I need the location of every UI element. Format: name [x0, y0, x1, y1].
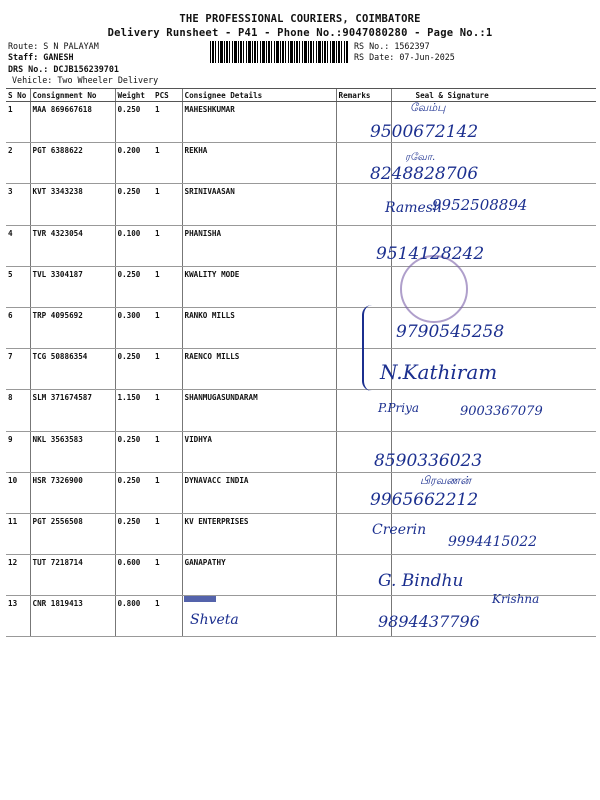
row-consignment: TRP 4095692 — [30, 307, 115, 348]
hw-r11-signature: Creerin — [372, 522, 427, 538]
row-weight: 0.250 — [115, 102, 153, 143]
hw-r8-phone: 9003367079 — [460, 404, 543, 419]
row-consignment: TVR 4323054 — [30, 225, 115, 266]
row-consignee: VIDHYA — [182, 431, 336, 472]
row-consignment: SLM 371674587 — [30, 390, 115, 431]
hw-r67-phone: 9790545258 — [396, 322, 505, 342]
row-sno: 2 — [6, 143, 30, 184]
hw-r1-phone: 9500672142 — [370, 122, 479, 142]
row-consignment: PGT 2556508 — [30, 513, 115, 554]
row-sno: 4 — [6, 225, 30, 266]
row-consignee: RANKO MILLS — [182, 307, 336, 348]
runsheet-table — [6, 88, 596, 637]
table-row — [6, 431, 596, 472]
row-sno: 13 — [6, 596, 30, 637]
row-weight: 0.250 — [115, 266, 153, 307]
row-consignee: KWALITY MODE — [182, 266, 336, 307]
row-sno: 1 — [6, 102, 30, 143]
rs-date: RS Date: 07-Jun-2025 — [354, 52, 455, 62]
hw-r9-phone: 8590336023 — [374, 451, 483, 471]
hw-r13-name1: Shveta — [190, 612, 239, 628]
row-sno: 11 — [6, 513, 30, 554]
row-sno: 9 — [6, 431, 30, 472]
vehicle-label: Vehicle: Two Wheeler Delivery — [12, 75, 159, 85]
row-pcs: 1 — [153, 225, 182, 266]
row-weight: 1.150 — [115, 390, 153, 431]
staff-label: Staff: GANESH — [8, 52, 74, 62]
row-sno: 6 — [6, 307, 30, 348]
hw-r11-phone: 9994415022 — [448, 534, 538, 550]
row-sno: 12 — [6, 555, 30, 596]
row-sno: 7 — [6, 349, 30, 390]
row-consignment: CNR 1819413 — [30, 596, 115, 637]
row-pcs: 1 — [153, 390, 182, 431]
bracket-mark — [362, 305, 376, 391]
row-consignment: NKL 3563583 — [30, 431, 115, 472]
row-consignee: SHANMUGASUNDARAM — [182, 390, 336, 431]
row-pcs: 1 — [153, 513, 182, 554]
runsheet-subtitle: Delivery Runsheet - P41 - Phone No.:9047080280 - Page No.:1 — [107, 27, 493, 39]
table-row — [6, 102, 596, 143]
row-consignment: PGT 6388622 — [30, 143, 115, 184]
row-consignee: GANAPATHY — [182, 555, 336, 596]
row-weight: 0.800 — [115, 596, 153, 637]
row-weight: 0.250 — [115, 184, 153, 225]
row-sno: 8 — [6, 390, 30, 431]
col-sno: S No — [6, 89, 30, 102]
hw-r13-name2: Krishna — [492, 592, 540, 606]
row-consignment: KVT 3343238 — [30, 184, 115, 225]
row-sno: 5 — [6, 266, 30, 307]
row-consignee: PHANISHA — [182, 225, 336, 266]
row-consignment: TCG 50886354 — [30, 349, 115, 390]
row-pcs: 1 — [153, 307, 182, 348]
row-remarks — [336, 266, 391, 307]
row-weight: 0.100 — [115, 225, 153, 266]
row-weight: 0.250 — [115, 431, 153, 472]
col-weight: Weight — [115, 89, 153, 102]
table-row — [6, 266, 596, 307]
row-pcs: 1 — [153, 266, 182, 307]
row-consignee: SRINIVAASAN — [182, 184, 336, 225]
table-row — [6, 349, 596, 390]
row-consignee: MAHESHKUMAR — [182, 102, 336, 143]
row-consignment: HSR 7326900 — [30, 472, 115, 513]
hw-r13-phone: 9894437796 — [378, 612, 480, 631]
table-header-row — [6, 89, 596, 102]
hw-r1-name: வேம்பு — [410, 101, 446, 114]
row-consignment: TUT 7218714 — [30, 555, 115, 596]
row-weight: 0.250 — [115, 513, 153, 554]
hw-scribble-strike — [184, 596, 216, 602]
row-consignee: DYNAVACC INDIA — [182, 472, 336, 513]
col-remarks: Remarks — [336, 89, 391, 102]
row-pcs: 1 — [153, 102, 182, 143]
row-weight: 0.250 — [115, 349, 153, 390]
barcode-image — [210, 41, 348, 63]
hw-r67-name: N.Kathiram — [380, 360, 498, 384]
hw-r3-phone: 9952508894 — [432, 196, 528, 214]
row-consignee: KV ENTERPRISES — [182, 513, 336, 554]
row-sno: 10 — [6, 472, 30, 513]
row-weight: 0.300 — [115, 307, 153, 348]
row-pcs: 1 — [153, 596, 182, 637]
table-row — [6, 555, 596, 596]
table-row — [6, 225, 596, 266]
row-remarks — [336, 184, 391, 225]
col-seal-signature: Seal & Signature — [391, 89, 596, 102]
hw-r8-name: P.Priya — [378, 401, 420, 415]
row-consignment: TVL 3304187 — [30, 266, 115, 307]
rs-number: RS No.: 1562397 — [354, 41, 430, 51]
row-consignment: MAA 869667618 — [30, 102, 115, 143]
route-label: Route: S N PALAYAM — [8, 41, 99, 51]
col-consignee: Consignee Details — [182, 89, 336, 102]
hw-r2-phone: 8248828706 — [370, 164, 479, 184]
table-row — [6, 472, 596, 513]
row-consignee: RAENCO MILLS — [182, 349, 336, 390]
row-weight: 0.600 — [115, 555, 153, 596]
row-pcs: 1 — [153, 431, 182, 472]
hw-r12-name: G. Bindhu — [378, 571, 464, 591]
hw-r4-phone: 9514128242 — [376, 244, 485, 264]
hw-r10-name: பிரவணன் — [420, 474, 471, 487]
row-consignee: REKHA — [182, 143, 336, 184]
row-pcs: 1 — [153, 184, 182, 225]
row-pcs: 1 — [153, 472, 182, 513]
row-weight: 0.250 — [115, 472, 153, 513]
row-weight: 0.200 — [115, 143, 153, 184]
hw-r3-signature: Ramesh — [385, 200, 442, 216]
table-row — [6, 307, 596, 348]
hw-r10-phone: 9965662212 — [370, 490, 479, 510]
company-seal-stamp — [400, 255, 468, 323]
row-pcs: 1 — [153, 555, 182, 596]
company-title: THE PROFESSIONAL COURIERS, COIMBATORE — [179, 13, 421, 25]
hw-r2-name: ரவோ. — [405, 152, 436, 163]
row-pcs: 1 — [153, 349, 182, 390]
row-pcs: 1 — [153, 143, 182, 184]
row-sno: 3 — [6, 184, 30, 225]
col-pcs: PCS — [153, 89, 182, 102]
col-consignment: Consignment No — [30, 89, 115, 102]
drs-number: DRS No.: DCJB156239701 — [8, 64, 119, 74]
table-row — [6, 143, 596, 184]
